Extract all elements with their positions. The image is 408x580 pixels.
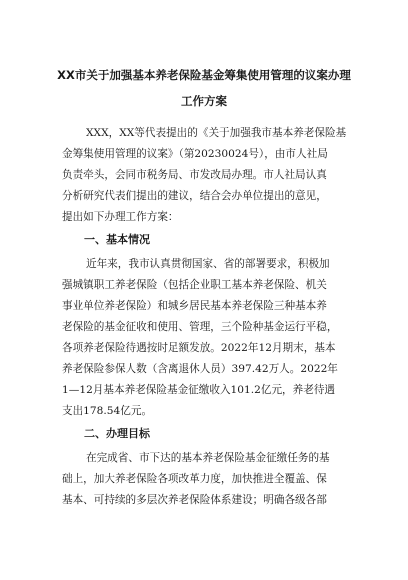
intro-line: 金筹集使用管理的议案》（第20230024号），由市人社局	[62, 148, 328, 160]
section2-line: 基本、可持续的多层次养老保险体系建设；明确各级各部	[62, 494, 327, 506]
section1-line: 各项养老保险待遇按时足额发放。2022年12月期末，基本	[62, 342, 336, 354]
intro-line: 提出如下办理工作方案：	[62, 211, 179, 223]
section1-line: 近年来，我市认真贯彻国家、省的部署要求，积极加	[86, 258, 330, 270]
section-heading-goals: 二、办理目标	[84, 427, 150, 440]
section-heading-basic-situation: 一、基本情况	[84, 233, 150, 246]
section1-line: 事业单位养老保险）和城乡居民基本养老保险三种基本养	[62, 300, 327, 312]
intro-line: XXX，XX等代表提出的《关于加强我市基本养老保险基	[86, 127, 346, 139]
intro-line: 负责牵头，会同市税务局、市发改局办理。市人社局认真	[62, 169, 327, 181]
intro-line: 分析研究代表们提出的建议，结合会办单位提出的意见，	[62, 190, 327, 202]
section2-line: 在完成省、市下达的基本养老保险基金征缴任务的基	[86, 452, 330, 464]
document-title-line-2: 工作方案	[181, 94, 227, 108]
section1-line: 1—12月基本养老保险基金征缴收入101.2亿元，养老待遇	[62, 384, 336, 396]
section2-line: 础上，加大养老保险各项改革力度，加快推进全覆盖、保	[62, 473, 327, 485]
section1-line: 养老保险参保人数（含离退休人员）397.42万人。2022年	[62, 363, 338, 375]
section1-line: 强城镇职工养老保险（包括企业职工基本养老保险、机关	[62, 279, 327, 291]
section1-line: 支出178.54亿元。	[62, 405, 153, 417]
document-title-line-1: XX市关于加强基本养老保险基金筹集使用管理的议案办理	[57, 68, 351, 82]
section1-line: 老保险的基金征收和使用、管理，三个险种基金运行平稳，	[62, 321, 338, 333]
